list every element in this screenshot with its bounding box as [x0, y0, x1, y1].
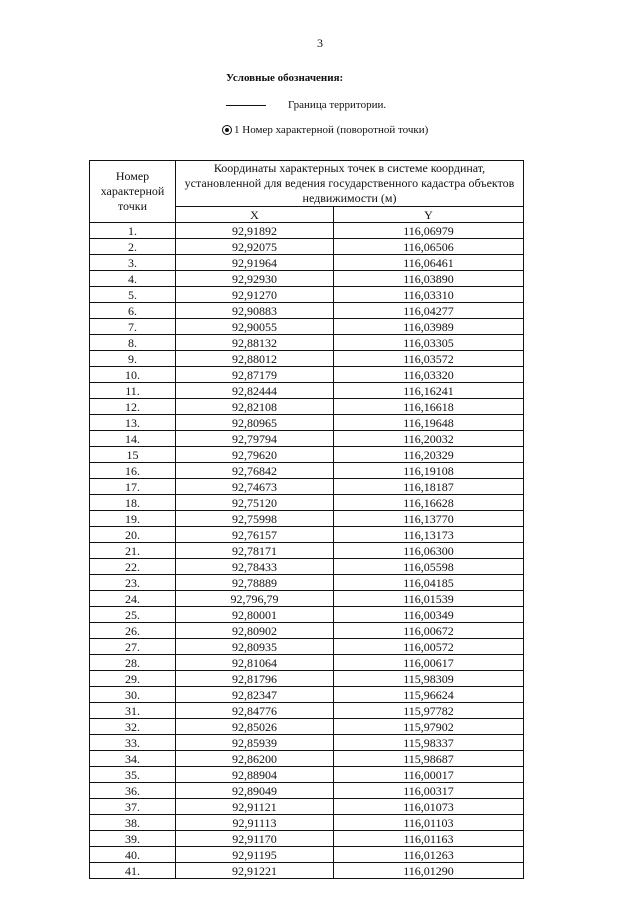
cell-x: 92,91964	[176, 255, 334, 271]
cell-y: 115,98687	[334, 751, 524, 767]
cell-x: 92,87179	[176, 367, 334, 383]
cell-point-number: 19.	[90, 511, 176, 527]
legend-boundary	[226, 99, 386, 111]
cell-x: 92,75998	[176, 511, 334, 527]
table-row	[90, 303, 524, 319]
cell-x: 92,81796	[176, 671, 334, 687]
cell-x: 92,85026	[176, 719, 334, 735]
header-x: X	[176, 207, 334, 223]
table-row	[90, 815, 524, 831]
cell-y: 116,18187	[334, 479, 524, 495]
point-marker-icon	[222, 125, 232, 135]
cell-x: 92,79794	[176, 431, 334, 447]
cell-x: 92,78171	[176, 543, 334, 559]
cell-y: 116,06979	[334, 223, 524, 239]
cell-point-number: 13.	[90, 415, 176, 431]
cell-y: 116,19648	[334, 415, 524, 431]
header-point-number: Номер характерной точки	[90, 161, 176, 223]
page-number: 3	[317, 36, 323, 50]
cell-x: 92,82347	[176, 687, 334, 703]
cell-y: 116,03305	[334, 335, 524, 351]
table-row	[90, 655, 524, 671]
cell-point-number: 16.	[90, 463, 176, 479]
table-row	[90, 319, 524, 335]
cell-point-number: 34.	[90, 751, 176, 767]
table-row	[90, 415, 524, 431]
cell-y: 116,04277	[334, 303, 524, 319]
cell-y: 116,00317	[334, 783, 524, 799]
cell-y: 116,16241	[334, 383, 524, 399]
cell-point-number: 8.	[90, 335, 176, 351]
header-y: Y	[334, 207, 524, 223]
cell-y: 116,05598	[334, 559, 524, 575]
cell-y: 116,01163	[334, 831, 524, 847]
table-row	[90, 719, 524, 735]
table-row	[90, 751, 524, 767]
table-row	[90, 383, 524, 399]
cell-point-number: 30.	[90, 687, 176, 703]
cell-point-number: 39.	[90, 831, 176, 847]
cell-point-number: 32.	[90, 719, 176, 735]
cell-point-number: 3.	[90, 255, 176, 271]
cell-point-number: 2.	[90, 239, 176, 255]
cell-y: 116,19108	[334, 463, 524, 479]
boundary-line-icon	[226, 105, 266, 106]
table-row	[90, 863, 524, 879]
table-row	[90, 351, 524, 367]
cell-x: 92,79620	[176, 447, 334, 463]
legend-boundary-label: Граница территории.	[288, 99, 387, 111]
cell-point-number: 36.	[90, 783, 176, 799]
cell-point-number: 10.	[90, 367, 176, 383]
cell-point-number: 7.	[90, 319, 176, 335]
cell-y: 116,06300	[334, 543, 524, 559]
table-row	[90, 399, 524, 415]
coordinates-table	[89, 160, 524, 879]
cell-point-number: 41.	[90, 863, 176, 879]
cell-y: 116,03320	[334, 367, 524, 383]
cell-y: 116,20032	[334, 431, 524, 447]
cell-x: 92,85939	[176, 735, 334, 751]
cell-x: 92,796,79	[176, 591, 334, 607]
table-row	[90, 767, 524, 783]
cell-y: 116,03890	[334, 271, 524, 287]
cell-point-number: 11.	[90, 383, 176, 399]
cell-y: 115,97782	[334, 703, 524, 719]
table-row	[90, 543, 524, 559]
legend-point-label: 1 Номер характерной (поворотной точки)	[234, 124, 429, 136]
cell-x: 92,89049	[176, 783, 334, 799]
cell-x: 92,80935	[176, 639, 334, 655]
cell-point-number: 37.	[90, 799, 176, 815]
cell-point-number: 23.	[90, 575, 176, 591]
cell-point-number: 40.	[90, 847, 176, 863]
table-row	[90, 511, 524, 527]
cell-y: 116,01263	[334, 847, 524, 863]
table-row	[90, 287, 524, 303]
cell-x: 92,90883	[176, 303, 334, 319]
table-row	[90, 463, 524, 479]
cell-point-number: 5.	[90, 287, 176, 303]
cell-point-number: 24.	[90, 591, 176, 607]
table-row	[90, 479, 524, 495]
cell-x: 92,91195	[176, 847, 334, 863]
cell-point-number: 9.	[90, 351, 176, 367]
cell-y: 116,16618	[334, 399, 524, 415]
cell-point-number: 26.	[90, 623, 176, 639]
cell-point-number: 17.	[90, 479, 176, 495]
cell-point-number: 22.	[90, 559, 176, 575]
cell-x: 92,80902	[176, 623, 334, 639]
table-row	[90, 367, 524, 383]
legend-title: Условные обозначения:	[226, 72, 344, 84]
cell-x: 92,78433	[176, 559, 334, 575]
table-row	[90, 607, 524, 623]
cell-x: 92,80965	[176, 415, 334, 431]
cell-x: 92,91892	[176, 223, 334, 239]
cell-x: 92,88904	[176, 767, 334, 783]
cell-x: 92,90055	[176, 319, 334, 335]
table-row	[90, 703, 524, 719]
cell-y: 116,16628	[334, 495, 524, 511]
cell-y: 116,03310	[334, 287, 524, 303]
cell-y: 115,96624	[334, 687, 524, 703]
table-row	[90, 575, 524, 591]
cell-x: 92,80001	[176, 607, 334, 623]
table-row	[90, 623, 524, 639]
cell-point-number: 12.	[90, 399, 176, 415]
table-row	[90, 447, 524, 463]
cell-point-number: 21.	[90, 543, 176, 559]
cell-point-number: 38.	[90, 815, 176, 831]
cell-x: 92,74673	[176, 479, 334, 495]
cell-x: 92,78889	[176, 575, 334, 591]
cell-y: 116,20329	[334, 447, 524, 463]
cell-y: 116,01103	[334, 815, 524, 831]
table-row	[90, 255, 524, 271]
cell-x: 92,92075	[176, 239, 334, 255]
cell-y: 116,00617	[334, 655, 524, 671]
table-row	[90, 799, 524, 815]
cell-x: 92,81064	[176, 655, 334, 671]
cell-x: 92,88012	[176, 351, 334, 367]
cell-y: 115,98337	[334, 735, 524, 751]
cell-x: 92,91170	[176, 831, 334, 847]
cell-x: 92,75120	[176, 495, 334, 511]
table-row	[90, 847, 524, 863]
cell-y: 116,01539	[334, 591, 524, 607]
cell-point-number: 6.	[90, 303, 176, 319]
table-body	[90, 223, 524, 879]
cell-y: 116,06506	[334, 239, 524, 255]
cell-x: 92,91121	[176, 799, 334, 815]
table-row	[90, 831, 524, 847]
cell-x: 92,76157	[176, 527, 334, 543]
cell-y: 116,01290	[334, 863, 524, 879]
cell-x: 92,91113	[176, 815, 334, 831]
table-row	[90, 527, 524, 543]
table-row	[90, 495, 524, 511]
cell-point-number: 27.	[90, 639, 176, 655]
cell-x: 92,82444	[176, 383, 334, 399]
table-row	[90, 239, 524, 255]
table-row	[90, 639, 524, 655]
cell-point-number: 31.	[90, 703, 176, 719]
cell-y: 116,06461	[334, 255, 524, 271]
cell-point-number: 29.	[90, 671, 176, 687]
cell-point-number: 14.	[90, 431, 176, 447]
cell-y: 116,13173	[334, 527, 524, 543]
cell-y: 116,13770	[334, 511, 524, 527]
table-row	[90, 271, 524, 287]
table-row	[90, 559, 524, 575]
table-row	[90, 335, 524, 351]
cell-y: 116,04185	[334, 575, 524, 591]
header-coordinates: Координаты характерных точек в системе координат, установленной для ведения государственного кадастра объектов недвижимости (м)	[176, 161, 524, 207]
table-row	[90, 223, 524, 239]
cell-x: 92,84776	[176, 703, 334, 719]
cell-y: 116,00572	[334, 639, 524, 655]
legend-point	[222, 124, 428, 136]
table-row	[90, 591, 524, 607]
table-row	[90, 431, 524, 447]
cell-point-number: 15	[90, 447, 176, 463]
table-row	[90, 783, 524, 799]
cell-y: 116,03572	[334, 351, 524, 367]
cell-point-number: 33.	[90, 735, 176, 751]
cell-y: 116,00349	[334, 607, 524, 623]
cell-x: 92,91270	[176, 287, 334, 303]
cell-y: 116,01073	[334, 799, 524, 815]
cell-point-number: 25.	[90, 607, 176, 623]
cell-point-number: 18.	[90, 495, 176, 511]
cell-y: 115,97902	[334, 719, 524, 735]
cell-y: 116,00017	[334, 767, 524, 783]
cell-y: 116,00672	[334, 623, 524, 639]
cell-x: 92,76842	[176, 463, 334, 479]
cell-x: 92,92930	[176, 271, 334, 287]
cell-point-number: 4.	[90, 271, 176, 287]
cell-x: 92,82108	[176, 399, 334, 415]
cell-point-number: 28.	[90, 655, 176, 671]
cell-y: 115,98309	[334, 671, 524, 687]
cell-y: 116,03989	[334, 319, 524, 335]
cell-x: 92,91221	[176, 863, 334, 879]
cell-point-number: 1.	[90, 223, 176, 239]
cell-point-number: 20.	[90, 527, 176, 543]
table-row	[90, 735, 524, 751]
table-row	[90, 687, 524, 703]
cell-x: 92,88132	[176, 335, 334, 351]
table-row	[90, 671, 524, 687]
cell-point-number: 35.	[90, 767, 176, 783]
cell-x: 92,86200	[176, 751, 334, 767]
